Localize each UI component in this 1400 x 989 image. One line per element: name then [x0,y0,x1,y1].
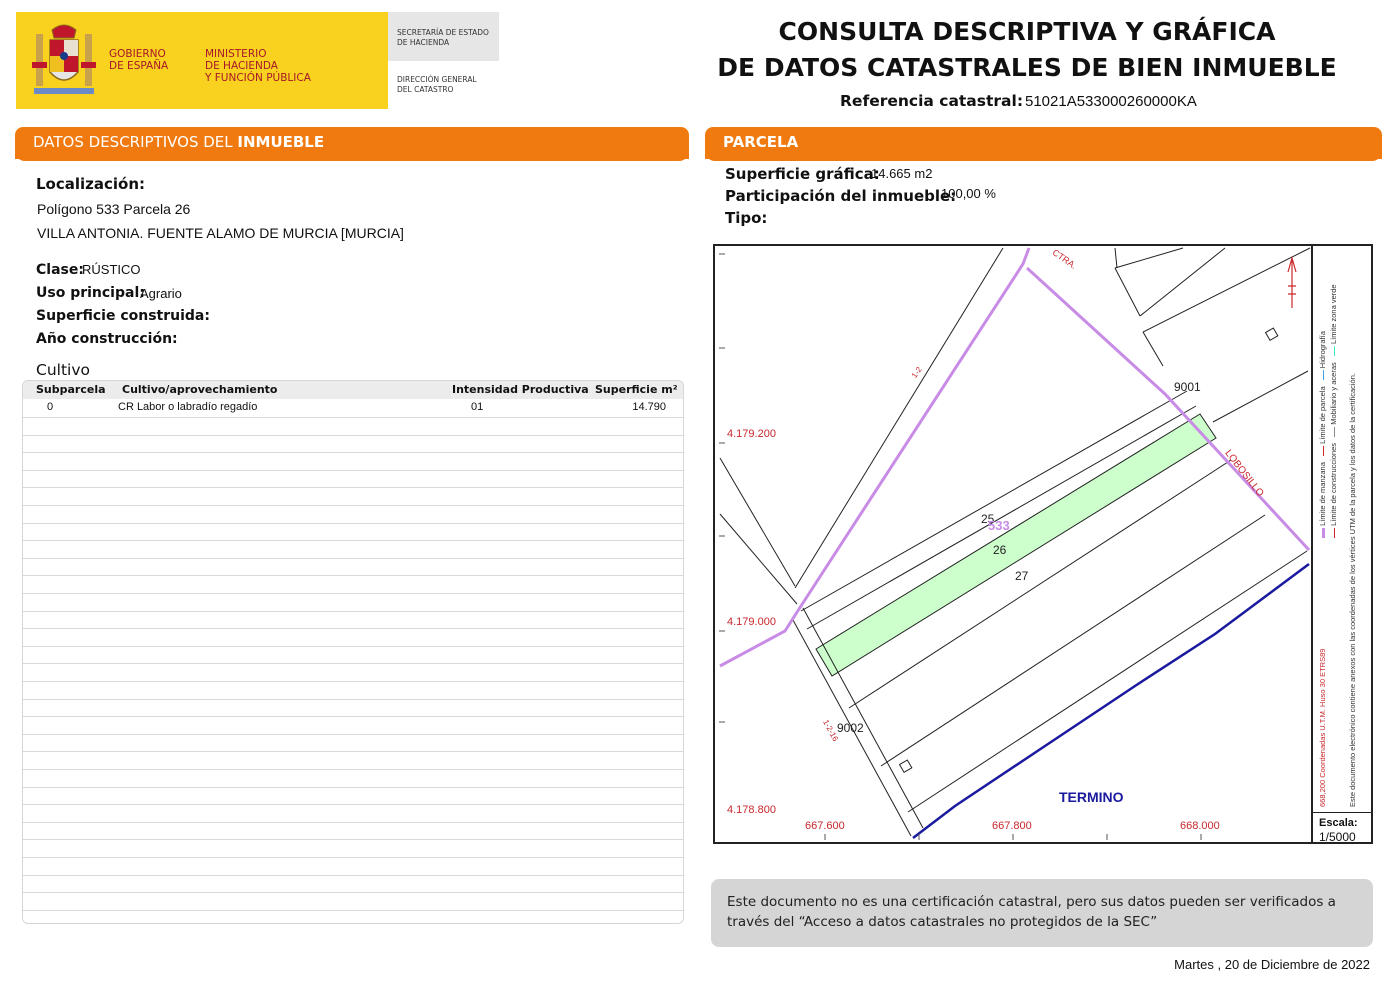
anio-construccion-label: Año construcción: [36,331,178,347]
table-rule [23,839,683,840]
road-label-9001: 9001 [1174,380,1201,394]
cultivo-title: Cultivo [36,361,90,379]
parcela-header-curve [705,151,1382,161]
termino-label: TERMINO [1059,789,1124,805]
parcel-26-shape [816,414,1216,676]
table-rule [23,523,683,524]
th-intensidad: Intensidad Productiva [452,383,589,396]
legend-swatch-construcciones [1323,446,1324,456]
descriptive-section-prefix: DATOS DESCRIPTIVOS DEL [33,133,238,151]
page-title [700,14,1354,86]
dir-line1: DIRECCIÓN GENERAL [397,75,477,84]
scale-label: Escala: [1319,817,1358,829]
cell-superficie: 14.790 [632,401,666,413]
date-text: Martes , 20 de Diciembre de 2022 [1174,957,1370,972]
table-rule [23,716,683,717]
table-rule [23,575,683,576]
table-rule [23,628,683,629]
ref-catastral-label: Referencia catastral: [840,92,1024,110]
table-header [23,381,683,399]
table-rule [23,751,683,752]
table-rule [23,611,683,612]
table-rule [23,646,683,647]
table-rule [23,558,683,559]
table-rule [23,822,683,823]
street-label-1-2-16: 1-2-16 [821,718,840,743]
map-legend [1314,249,1372,813]
legend-divider [1313,812,1371,813]
superficie-construida-label: Superficie construida: [36,308,210,324]
table-rule [23,699,683,700]
localizacion-line1: Polígono 533 Parcela 26 [37,201,191,217]
title-line2: DE DATOS CATASTRALES DE BIEN INMUEBLE [717,53,1337,82]
coat-of-arms-icon [30,22,98,100]
sec-line1: SECRETARÍA DE ESTADO [397,28,489,37]
legend-swatch-hidrografia [1323,370,1324,380]
table-rule [23,663,683,664]
y-label-4179200: 4.179.200 [727,428,776,440]
table-rule [23,505,683,506]
legend-swatch-zona-verde [1334,346,1335,356]
table-rule [23,734,683,735]
legend-doc-note: Este documento electrónico contiene anexos con las coordenadas de los vértices UTM de la parcela y los datos de la certificación. [1348,373,1357,807]
street-label-ctra: CTRA. [1050,247,1079,271]
road-label-9002: 9002 [837,721,864,735]
table-rule [23,910,683,911]
ref-catastral-value: 51021A533000260000KA [1025,93,1197,110]
parcel-label-26: 26 [993,543,1007,557]
scale-value: 1/5000 [1319,830,1356,844]
table-rule [23,787,683,788]
th-superficie: Superficie m² [595,383,678,396]
table-rule [23,435,683,436]
table-rule [23,769,683,770]
secretaria-box [388,12,499,61]
cell-subparcela: 0 [47,401,54,413]
tipo-label: Tipo: [725,209,768,227]
cell-cultivo: CR Labor o labradío regadío [118,401,258,413]
legend-item6: Límite zona verde [1329,284,1338,345]
polygon-label-533: 533 [988,518,1010,533]
descriptive-header-curve [15,151,689,161]
street-label-lobosillo: LOBOSILLO [1222,448,1266,500]
notice-box [711,879,1373,947]
gov-line1: GOBIERNO [109,48,166,60]
government-banner [16,12,388,109]
dir-line2: DEL CATASTRO [397,84,454,94]
gov-line2: DE ESPAÑA [109,60,169,72]
legend-item2: Límite de construcciones [1329,442,1338,526]
clase-label: Clase: [36,262,84,278]
y-label-4179000: 4.179.000 [727,616,776,628]
notice-text: Este documento no es una certificación catastral, pero sus datos pueden ser verificados a través del “Acceso a datos catastrales no protegidos de la SEC” [727,894,1336,930]
parcel-label-27: 27 [1015,569,1029,583]
descriptive-section-strong: INMUEBLE [237,133,325,151]
cell-intensidad: 01 [471,401,484,413]
table-rule [23,857,683,858]
legend-swatch-mobiliario [1334,427,1335,437]
parcel-label-25: 25 [981,512,995,526]
legend-item4: Mobiliario y aceras [1329,362,1338,425]
cadastral-map [713,244,1373,844]
legend-swatch-manzana [1322,528,1325,538]
manzana-boundary [720,248,1029,666]
participacion-label: Participación del inmueble: [725,187,957,205]
localizacion-label: Localización: [36,175,146,193]
uso-label: Uso principal: [36,285,145,301]
x-label-667800: 667.800 [992,820,1032,832]
table-rule [23,892,683,893]
table-rule [23,804,683,805]
table-rule [23,540,683,541]
superficie-grafica-label: Superficie gráfica: [725,165,880,183]
table-rule [23,593,683,594]
table-rule [23,452,683,453]
th-cultivo: Cultivo/aprovechamiento [122,383,278,396]
map-legend-separator [1311,244,1313,844]
ministry-line1: MINISTERIO [205,48,267,60]
table-rule [23,875,683,876]
ministry-line3: Y FUNCIÓN PÚBLICA [205,72,311,84]
y-label-4178800: 4.178.800 [727,804,776,816]
x-label-667600: 667.600 [805,820,845,832]
legend-swatch-constr [1334,528,1335,538]
sec-line2: DE HACIENDA [397,37,450,47]
legend-item3: Límite de parcela [1318,386,1327,444]
title-line1: CONSULTA DESCRIPTIVA Y GRÁFICA [778,17,1276,46]
legend-item5: Hidrografía [1318,331,1327,369]
uso-value: Agrario [140,286,182,301]
north-arrow-icon [1288,258,1296,308]
street-label-1-2: 1-2 [909,365,924,380]
parcela-section-title: PARCELA [723,133,799,151]
localizacion-line2: VILLA ANTONIA. FUENTE ALAMO DE MURCIA [MURCIA] [37,225,404,241]
table-rule [23,470,683,471]
th-subparcela: Subparcela [36,383,106,396]
table-rule [23,681,683,682]
legend-coords: 668,200 Coordenadas U.T.M. Huso 30 ETRS89 [1318,648,1327,807]
superficie-grafica-value: 14.665 m2 [871,166,933,181]
table-rule [23,417,683,418]
x-label-668000: 668.000 [1180,820,1220,832]
ministry-line2: DE HACIENDA [205,60,278,72]
cultivo-table [22,380,684,924]
participacion-value: 100,00 % [941,186,996,201]
table-rule [23,487,683,488]
legend-item1: Límite de manzana [1318,462,1327,526]
map-canvas [715,246,1311,842]
clase-value: RÚSTICO [82,262,141,277]
